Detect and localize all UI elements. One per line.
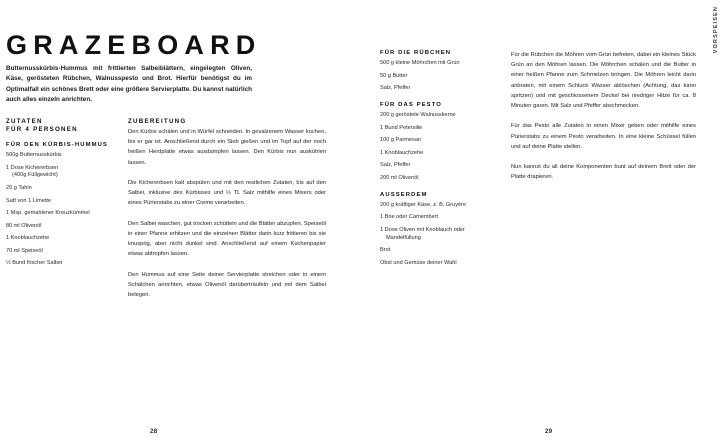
section-tab-label: VORSPEISEN: [713, 6, 719, 54]
method-paragraph: Die Kichererbsen kalt abspülen und mit den restlichen Zutaten, bis auf den Salbei, inklusive des Kürbisses und ½ TL Salz mithilfe eines Mixers oder eines Pürierstabs zu einer Creme verarbeiten.: [128, 179, 326, 207]
list-item: [380, 85, 502, 93]
list-item: [380, 260, 502, 268]
method-paragraph: Für die Rübchen die Möhren vom Grün befreien, dabei ein kleines Stück Grün an den Möhren lassen. Die Möhrchen schälen und die Butter in einer heißen Pfanne zum Schmelzen bringen. Die Möhren leicht darin anbraten, mit einem Schluck Wasser ablöschen (Achtung, das kann spritzen) und mit geschlossenem Deckel bei niedriger Hitze für ca. 8 Minuten garen. Mit Salz und Pfeffer abschmecken.: [511, 52, 696, 110]
list-item: [380, 137, 502, 145]
list-item: [380, 214, 502, 222]
list-item: [380, 112, 502, 120]
ingredient-text: Obst und Gemüse deiner Wahl: [380, 259, 457, 266]
ingredient-text-continuation: (400g Füllgewicht): [12, 172, 58, 179]
method-paragraph: Nun kannst du all deine Komponenten bunt auf deinem Brett oder der Platte drapieren.: [511, 164, 696, 181]
ingredients-heading-line1: ZUTATEN: [6, 118, 43, 125]
ingredients-heading-line2: FÜR 4 PERSONEN: [6, 126, 78, 133]
ingredient-text: Brot: [380, 247, 391, 254]
ingredient-list-hummus: [6, 152, 118, 268]
ingredient-group-heading-ausserdem: AUSSERDEM: [380, 191, 428, 198]
method-paragraph: Für das Pesto alle Zutaten in einen Mixer geben oder mithilfe eines Pürierstabs zu einem Pesto verarbeiten. In eine kleine Schüssel füllen und auf deine Platte stellen.: [511, 123, 696, 150]
intro-paragraph: Butternusskürbis-Hummus mit frittierten Salbeiblättern, eingelegten Oliven, Käse, gerösteten Rübchen, Walnusspesto und Brot. Hierfür benötigst du im Optimalfall ein schönes Brett oder eine größere Servierplatte. Du kannst natürlich auch alles einzeln anrichten.: [6, 65, 252, 103]
ingredient-text: 80 ml Olivenöl: [6, 222, 42, 229]
ingredient-list-ruebchen: [380, 60, 502, 93]
list-item: [6, 185, 118, 193]
ingredient-text: 1 Msp. gemahlener Kreuzkümmel: [6, 210, 90, 217]
ingredient-text: Saft von 1 Limette: [6, 197, 52, 204]
ingredient-text: ½ Bund frischer Salbei: [6, 260, 63, 267]
list-item: [380, 202, 502, 210]
list-item: [6, 260, 118, 268]
ingredient-text: Salz, Pfeffer: [380, 162, 411, 169]
list-item: [380, 162, 502, 170]
ingredient-text: 1 Dose Oliven mit Knoblauch oder: [380, 226, 465, 233]
ingredient-list-ausserdem: [380, 202, 502, 268]
list-item: [380, 227, 502, 243]
list-item: [380, 73, 502, 81]
list-item: [6, 248, 118, 256]
list-item: [6, 235, 118, 243]
ingredient-group-heading-hummus: FÜR DEN KÜRBIS-HUMMUS: [6, 142, 108, 148]
ingredient-text: 1 Bund Petersilie: [380, 124, 423, 131]
method-column-left: [128, 118, 326, 300]
ingredients-column: [6, 118, 118, 273]
ingredient-text: 500g Butternusskürbis: [6, 152, 62, 158]
list-item: [380, 175, 502, 183]
ingredient-group-heading-ruebchen: FÜR DIE RÜBCHEN: [380, 50, 452, 56]
ingredient-list-pesto: [380, 112, 502, 183]
ingredient-text: Salz, Pfeffer: [380, 85, 411, 92]
ingredient-text: 70 ml Speiseöl: [6, 247, 43, 254]
list-item: [380, 247, 502, 255]
ingredients-column-secondary: [380, 50, 502, 272]
list-item: [6, 223, 118, 231]
ingredient-text: 500 g kleine Möhrchen mit Grün: [380, 60, 460, 66]
ingredient-text: 200 g geröstete Walnusskerne: [380, 112, 456, 118]
list-item: [6, 152, 118, 160]
ingredient-text: 200 g kräftiger Käse, z. B. Gruyère: [380, 201, 467, 208]
ingredient-text: 1 Dose Kichererbsen: [6, 164, 59, 171]
ingredient-text: 1 Brie oder Camembert: [380, 214, 439, 221]
method-paragraph: Den Hummus auf eine Seite deiner Servierplatte streichen oder in einem Schälchen anrichten, etwas Olivenöl darüberträufeln und mit dem Salbei belegen.: [128, 271, 326, 299]
list-item: [380, 60, 502, 68]
page-number-right: 29: [545, 429, 553, 435]
ingredient-text: 200 ml Olivenöl: [380, 174, 419, 181]
page-title: GRAZEBOARD: [6, 30, 262, 61]
ingredient-group-heading-pesto: FÜR DAS PESTO: [380, 102, 442, 108]
ingredient-text: 1 Knoblauchzehe: [6, 235, 50, 242]
method-heading: ZUBEREITUNG: [128, 118, 187, 125]
page-number-left: 28: [150, 429, 158, 435]
ingredient-text-continuation: Mandelfüllung: [386, 234, 421, 241]
method-paragraph: Den Salbei waschen, gut trocken schütteln und die Blätter abzupfen. Speiseöl in einer Pfanne erhitzen und die einzelnen Blätter darin kurz frittieren bis sie knusprig, aber nicht dunkel sind. Anschließend auf einem Küchenpapier etwas abtropfen lassen.: [128, 220, 326, 258]
ingredient-text: 1 Knoblauchzehe: [380, 149, 424, 156]
ingredient-text: 100 g Parmesan: [380, 137, 422, 144]
method-paragraph: Den Kürbis schälen und in Würfel schneiden. In gesalzenem Wasser kochen, bis er gar ist. Anschließend durch ein Sieb gießen und im Topf auf der noch heißen Herdplatte etwas ausdampfen lassen. Den Kürbis nun auskühlen lassen.: [128, 129, 326, 166]
list-item: [380, 125, 502, 133]
ingredient-text: 50 g Butter: [380, 72, 408, 79]
list-item: [6, 210, 118, 218]
list-item: [380, 150, 502, 158]
method-column-right: [511, 50, 696, 183]
list-item: [6, 198, 118, 206]
list-item: [6, 165, 118, 181]
ingredient-text: 20 g Tahin: [6, 185, 32, 191]
